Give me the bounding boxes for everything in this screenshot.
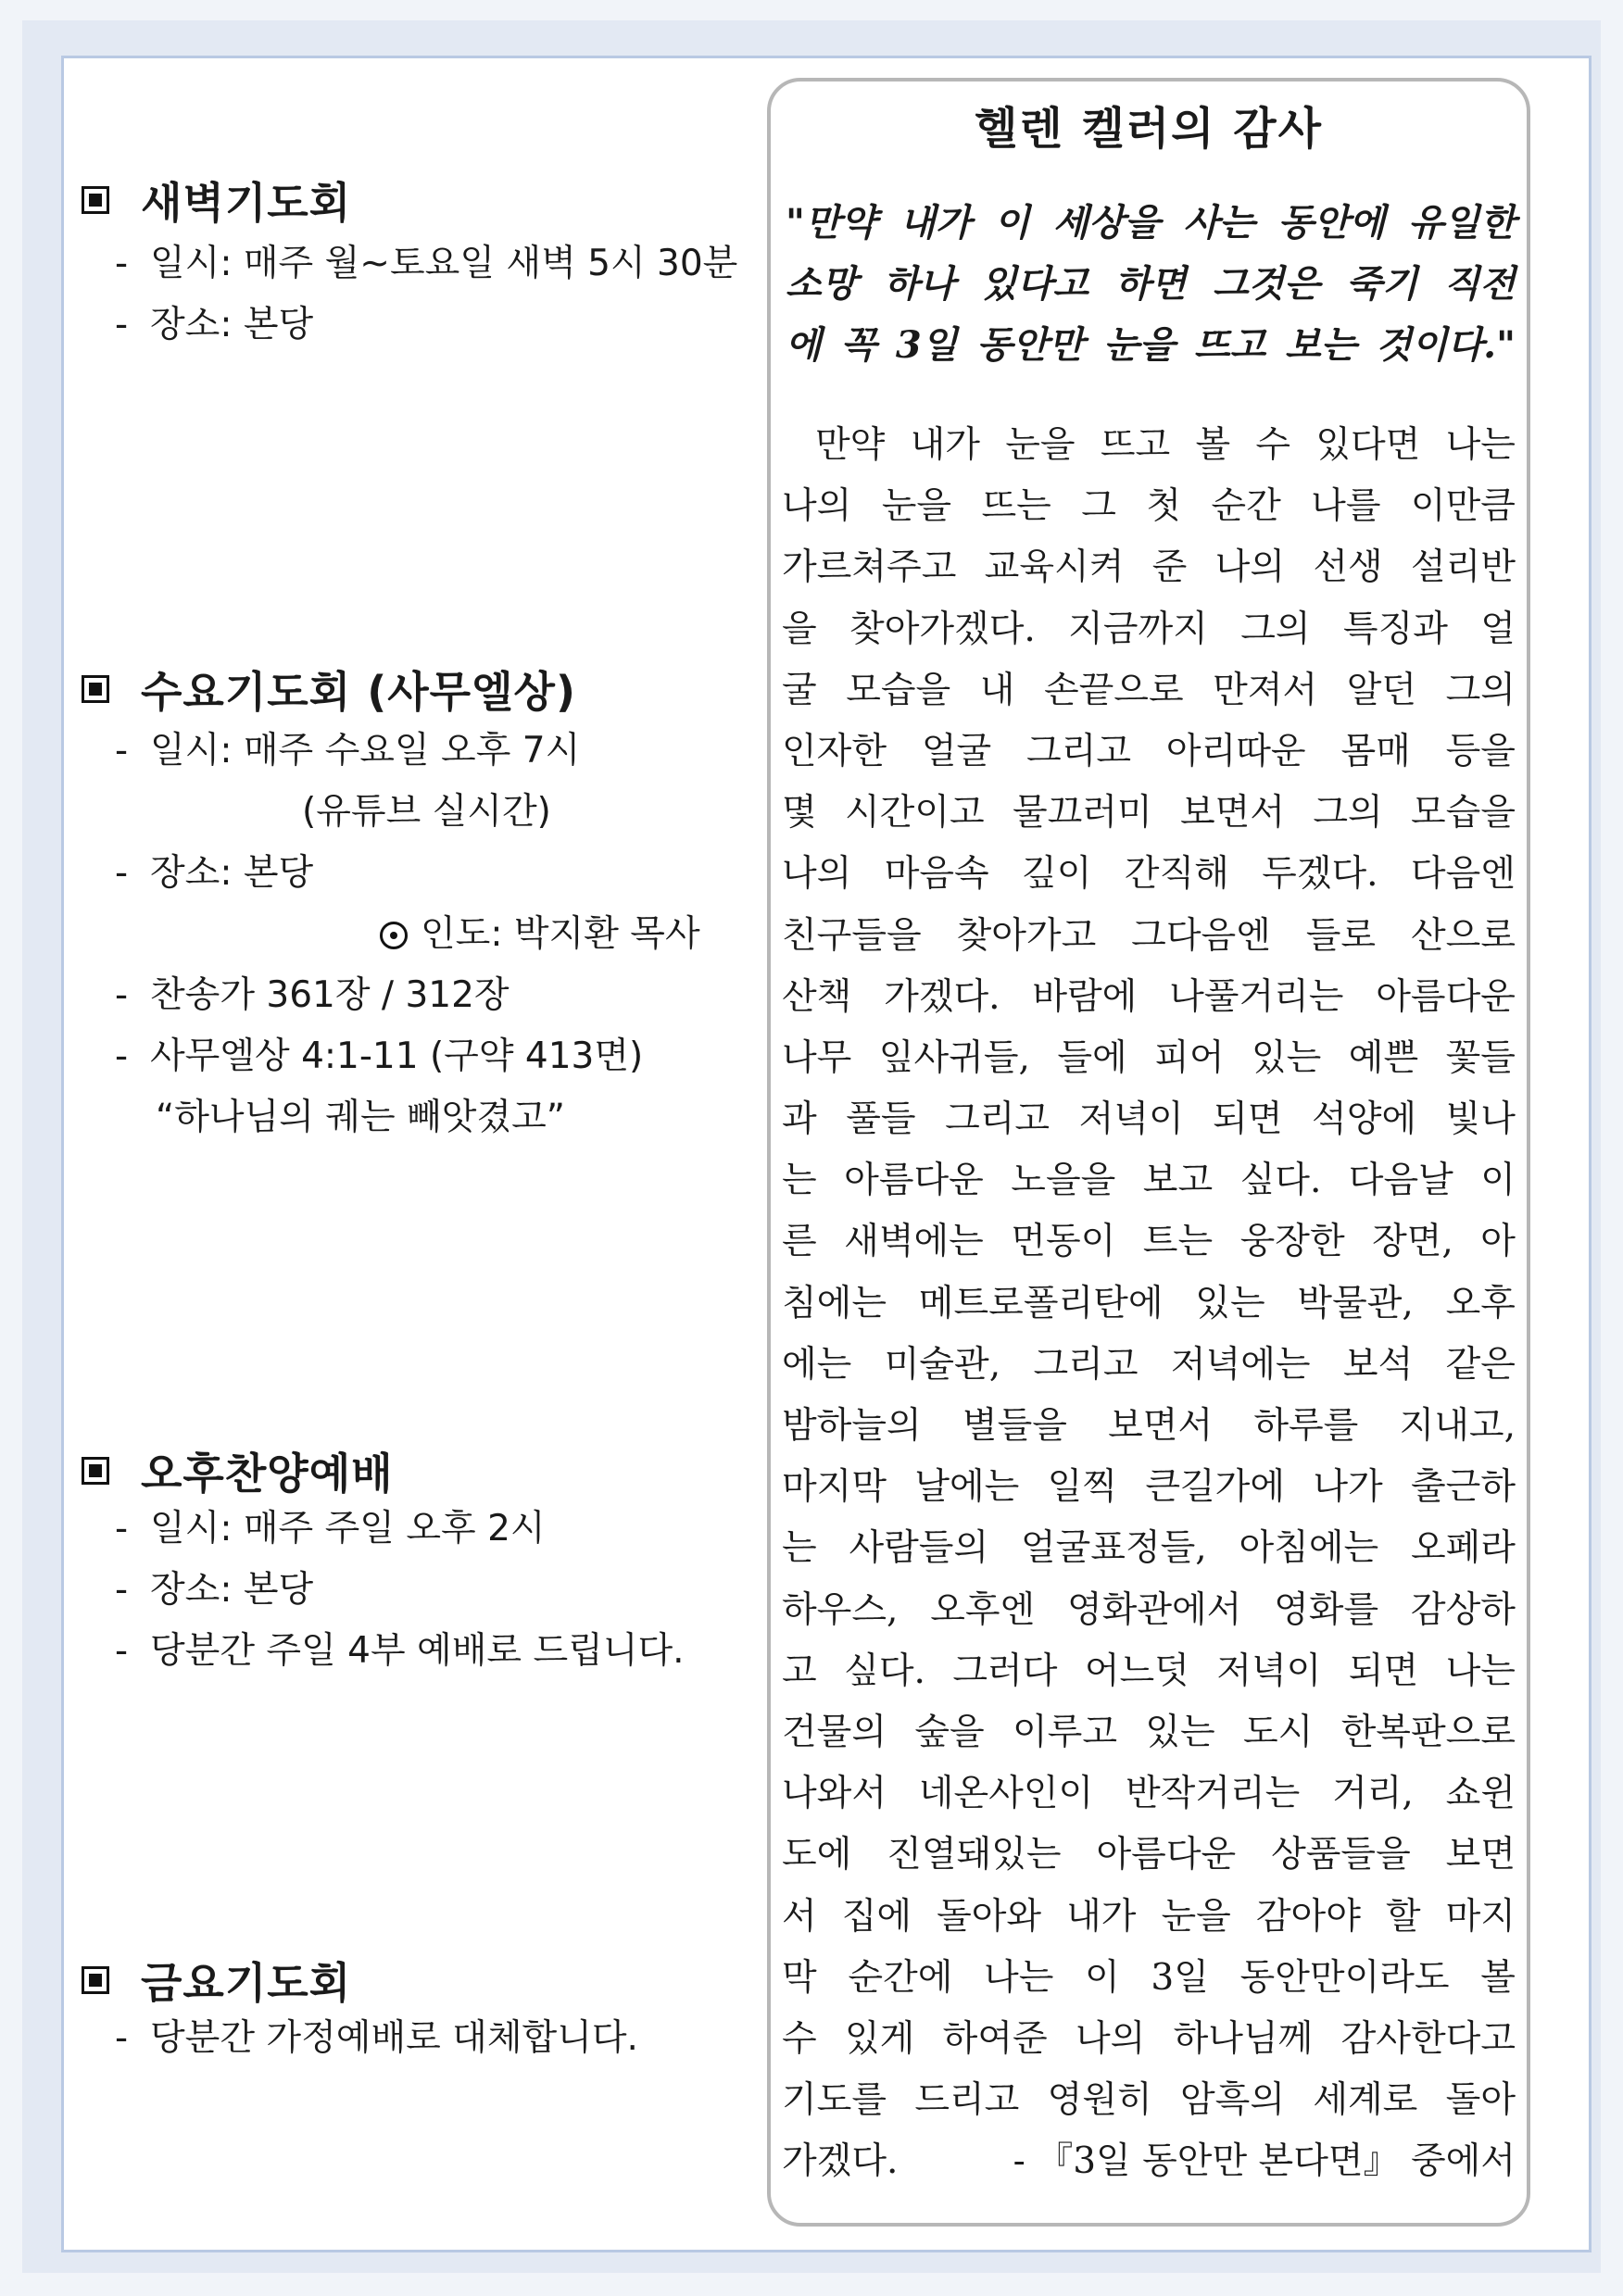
info-line: “하나님의 궤는 빼앗겼고” xyxy=(156,1097,565,1138)
body-line: 서 집에 돌아와 내가 눈을 감아야 할 마지 xyxy=(782,1895,1516,1938)
essay-quote xyxy=(786,193,1516,376)
body-line: 도에 진열돼있는 아름다운 상품들을 보면 xyxy=(782,1834,1516,1876)
body-line: 나무 잎사귀들, 들에 피어 있는 예쁜 꽃들 xyxy=(782,1036,1516,1079)
essay-source: - 『3일 동안만 본다면』 중에서 xyxy=(1013,2140,1516,2183)
quote-line: "만약 내가 이 세상을 사는 동안에 유일한 xyxy=(786,201,1516,245)
body-line: 나와서 네온사인이 반작거리는 거리, 쇼윈 xyxy=(782,1773,1516,1815)
section-title xyxy=(82,172,737,228)
info-line: - 찬송가 361장 / 312장 xyxy=(115,974,510,1016)
info-line: - 장소: 본당 xyxy=(115,852,314,894)
essay-box xyxy=(767,78,1530,2227)
leader-line: 인도: 박지환 목사 xyxy=(82,904,700,965)
body-line: 인자한 얼굴 그리고 아리따운 몸매 등을 xyxy=(782,730,1516,772)
quote-line: 에 꼭 3일 동안만 눈을 뜨고 보는 것이다." xyxy=(786,323,1516,367)
section-title-text: 오후찬양예배 xyxy=(141,1449,394,1499)
body-line: 나의 눈을 뜨는 그 첫 순간 나를 이만큼 xyxy=(782,485,1516,528)
section-title xyxy=(82,661,700,717)
section-title-text: 수요기도회 (사무엘상) xyxy=(141,667,576,717)
body-line: 기도를 드리고 영원히 암흑의 세계로 돌아 xyxy=(782,2079,1516,2122)
body-line-ending: 가겠다. xyxy=(782,2140,899,2183)
info-line: - 일시: 매주 월~토요일 새벽 5시 30분 xyxy=(115,243,738,284)
body-line: 밤하늘의 별들을 보면서 하루를 지내고, xyxy=(782,1405,1516,1447)
body-line: 가르쳐주고 교육시켜 준 나의 선생 설리반 xyxy=(782,546,1516,589)
section-title-text: 새벽기도회 xyxy=(141,178,352,228)
square-bullet-icon xyxy=(82,186,109,214)
info-line: - 장소: 본당 xyxy=(115,304,314,345)
square-bullet-icon xyxy=(82,1966,109,1994)
body-line: 침에는 메트로폴리탄에 있는 박물관, 오후 xyxy=(782,1282,1516,1324)
section-afternoon-worship xyxy=(82,1443,685,1682)
info-line: - 당분간 주일 4부 예배로 드립니다. xyxy=(115,1630,685,1672)
body-line: 친구들을 찾아가고 그다음엔 들로 산으로 xyxy=(782,914,1516,957)
essay-title: 헬렌 켈러의 감사 xyxy=(975,103,1323,155)
body-line: 건물의 숲을 이루고 있는 도시 한복판으로 xyxy=(782,1711,1516,1753)
body-line: 고 싶다. 그러다 어느덧 저녁이 되면 나는 xyxy=(782,1650,1516,1692)
section-dawn-prayer xyxy=(82,172,737,356)
info-line: - 장소: 본당 xyxy=(115,1569,314,1611)
body-last-line xyxy=(782,2131,1516,2192)
body-line: 굴 모습을 내 손끝으로 만져서 알던 그의 xyxy=(782,669,1516,711)
body-line: 수 있게 하여준 나의 하나님께 감사한다고 xyxy=(782,2017,1516,2060)
info-line: - 일시: 매주 주일 오후 2시 xyxy=(115,1508,546,1549)
body-line: 과 풀들 그리고 저녁이 되면 석양에 빛나 xyxy=(782,1098,1516,1141)
section-friday-prayer xyxy=(82,1952,638,2069)
body-line: 막 순간에 나는 이 3일 동안만이라도 볼 xyxy=(782,1956,1516,1999)
body-line: 몇 시간이고 물끄러미 보면서 그의 모습을 xyxy=(782,792,1516,834)
essay-body xyxy=(782,415,1516,2192)
body-line: 는 사람들의 얼굴표정들, 아침에는 오페라 xyxy=(782,1527,1516,1570)
body-line: 는 아름다운 노을을 보고 싶다. 다음날 이 xyxy=(782,1160,1516,1202)
square-bullet-icon xyxy=(82,675,109,703)
body-line: 만약 내가 눈을 뜨고 볼 수 있다면 나는 xyxy=(815,424,1516,466)
body-line: 산책 가겠다. 바람에 나풀거리는 아름다운 xyxy=(782,975,1516,1018)
info-line: - 당분간 가정예배로 대체합니다. xyxy=(115,2017,638,2059)
section-title xyxy=(82,1952,638,2008)
body-line: 을 찾아가겠다. 지금까지 그의 특징과 얼 xyxy=(782,608,1516,650)
body-line: 에는 미술관, 그리고 저녁에는 보석 같은 xyxy=(782,1343,1516,1386)
quote-line: 소망 하나 있다고 하면 그것은 죽기 직전 xyxy=(786,262,1516,306)
square-bullet-icon xyxy=(82,1457,109,1485)
circle-bullet-icon xyxy=(380,922,408,949)
body-line: 른 새벽에는 먼동이 트는 웅장한 장면, 아 xyxy=(782,1221,1516,1263)
info-line: - 일시: 매주 수요일 오후 7시 xyxy=(115,730,581,772)
body-line: 나의 마음속 깊이 간직해 두겠다. 다음엔 xyxy=(782,853,1516,896)
body-line: 하우스, 오후엔 영화관에서 영화를 감상하 xyxy=(782,1588,1516,1631)
section-title-text: 금요기도회 xyxy=(141,1958,352,2008)
section-wednesday-prayer xyxy=(82,661,700,1148)
section-title xyxy=(82,1443,685,1499)
body-line: 마지막 날에는 일찍 큰길가에 나가 출근하 xyxy=(782,1466,1516,1509)
info-line: - 사무엘상 4:1-11 (구약 413면) xyxy=(115,1035,644,1077)
info-line: (유튜브 실시간) xyxy=(302,791,551,833)
